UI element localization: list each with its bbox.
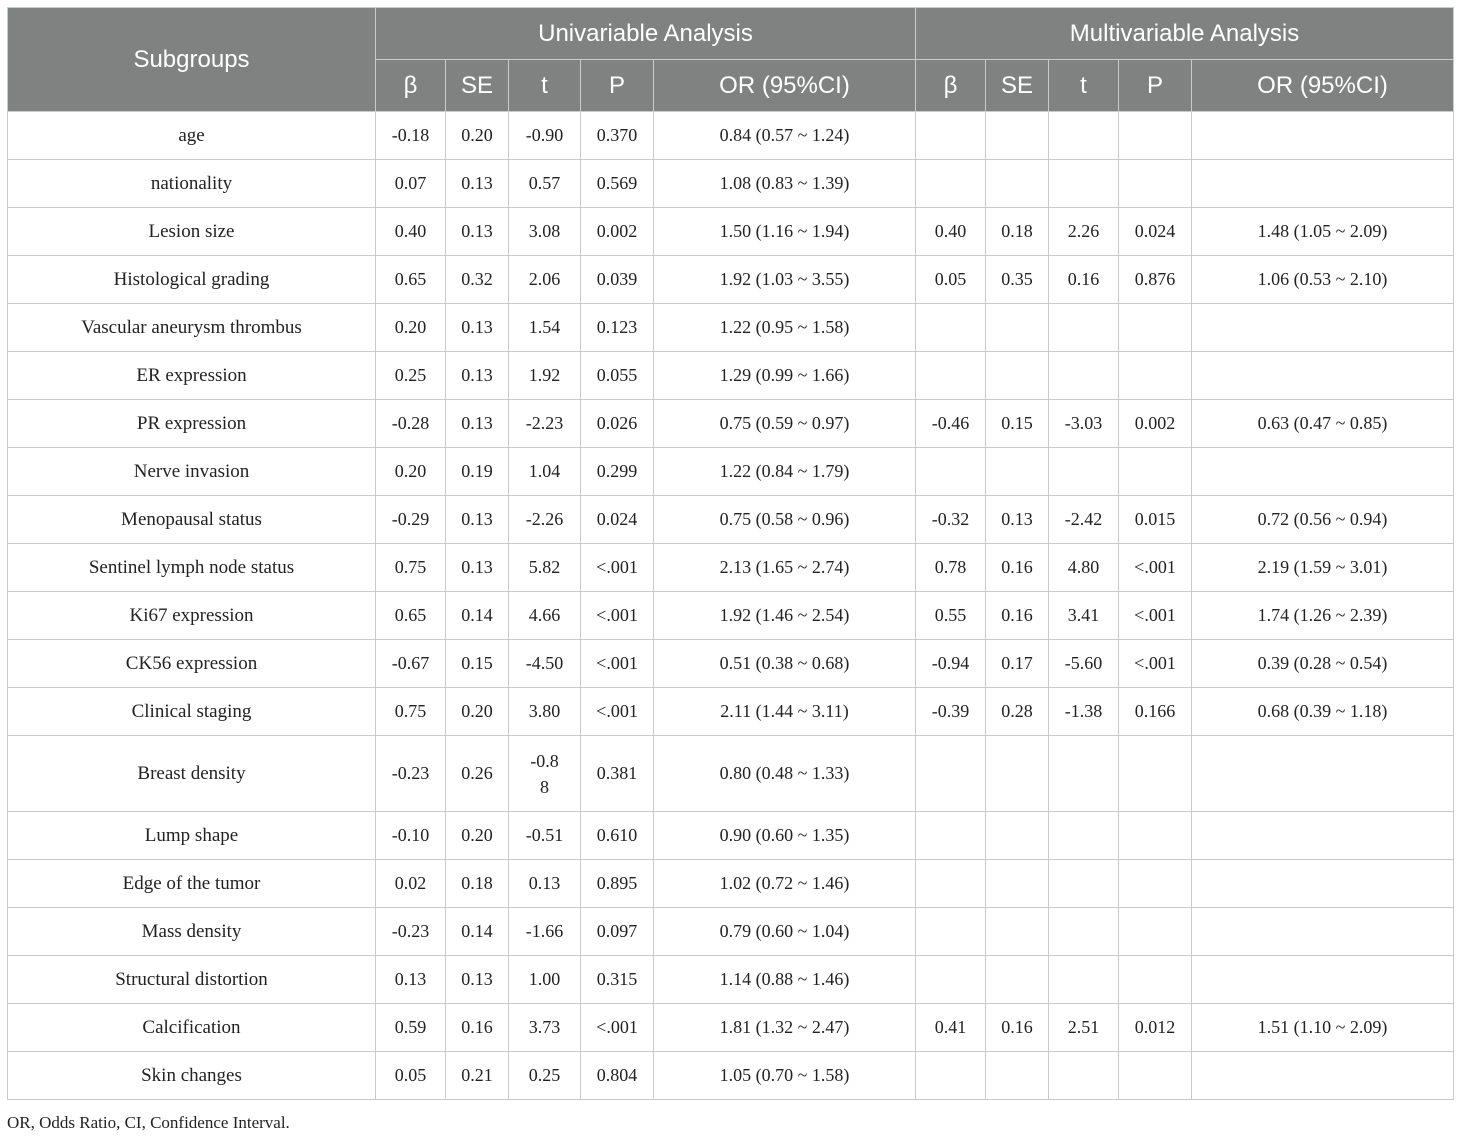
- multivariable-or-cell: [1192, 736, 1454, 812]
- table-row: [8, 592, 1454, 640]
- header-row-groups: [8, 8, 1454, 60]
- multivariable-p-cell: [1119, 1052, 1192, 1100]
- table-row: [8, 736, 1454, 812]
- univariable-t-cell: 3.73: [509, 1004, 581, 1052]
- univariable-p-cell: <.001: [581, 544, 654, 592]
- header-subgroups: Subgroups: [8, 8, 376, 112]
- univariable-p-cell: 0.315: [581, 956, 654, 1004]
- multivariable-p-cell: 0.166: [1119, 688, 1192, 736]
- subgroup-name: Calcification: [8, 1004, 376, 1052]
- subgroup-name: ER expression: [8, 352, 376, 400]
- multivariable-t-cell: -1.38: [1049, 688, 1119, 736]
- univariable-beta-cell: -0.10: [376, 812, 446, 860]
- univariable-beta-cell: 0.59: [376, 1004, 446, 1052]
- subgroup-name: Histological grading: [8, 256, 376, 304]
- univariable-p-cell: 0.381: [581, 736, 654, 812]
- univariable-se-cell: 0.32: [446, 256, 509, 304]
- subgroup-name: Sentinel lymph node status: [8, 544, 376, 592]
- univariable-or-cell: 1.02 (0.72 ~ 1.46): [654, 860, 916, 908]
- univariable-se-cell: 0.13: [446, 544, 509, 592]
- multivariable-or-cell: 1.74 (1.26 ~ 2.39): [1192, 592, 1454, 640]
- multivariable-beta-cell: [916, 112, 986, 160]
- univariable-or-cell: 1.22 (0.84 ~ 1.79): [654, 448, 916, 496]
- multivariable-beta-cell: 0.55: [916, 592, 986, 640]
- multivariable-or-cell: [1192, 160, 1454, 208]
- univariable-p-cell: <.001: [581, 688, 654, 736]
- univariable-beta-cell: 0.65: [376, 256, 446, 304]
- multivariable-t-cell: [1049, 860, 1119, 908]
- univariable-p-cell: 0.569: [581, 160, 654, 208]
- univariable-or-cell: 1.08 (0.83 ~ 1.39): [654, 160, 916, 208]
- univariable-p-cell: 0.026: [581, 400, 654, 448]
- univariable-t-cell: -1.66: [509, 908, 581, 956]
- univariable-t-cell: -0.90: [509, 112, 581, 160]
- subgroup-name: Skin changes: [8, 1052, 376, 1100]
- univariable-se-cell: 0.14: [446, 592, 509, 640]
- univariable-or-cell: 1.92 (1.46 ~ 2.54): [654, 592, 916, 640]
- multivariable-p-cell: [1119, 736, 1192, 812]
- multivariable-beta-cell: [916, 812, 986, 860]
- multivariable-t-cell: -2.42: [1049, 496, 1119, 544]
- univariable-se-cell: 0.14: [446, 908, 509, 956]
- multivariable-t-cell: 3.41: [1049, 592, 1119, 640]
- univariable-se-cell: 0.13: [446, 352, 509, 400]
- subgroup-name: Breast density: [8, 736, 376, 812]
- table-row: [8, 112, 1454, 160]
- multivariable-or-cell: 0.63 (0.47 ~ 0.85): [1192, 400, 1454, 448]
- univariable-t-cell: 5.82: [509, 544, 581, 592]
- subgroup-name: Ki67 expression: [8, 592, 376, 640]
- multivariable-beta-cell: [916, 908, 986, 956]
- multivariable-se-cell: [986, 160, 1049, 208]
- multivariable-se-cell: [986, 352, 1049, 400]
- multivariable-se-cell: 0.16: [986, 1004, 1049, 1052]
- subgroup-name: age: [8, 112, 376, 160]
- univariable-t-cell: 4.66: [509, 592, 581, 640]
- multivariable-t-cell: [1049, 1052, 1119, 1100]
- multivariable-p-cell: 0.024: [1119, 208, 1192, 256]
- univariable-or-cell: 0.51 (0.38 ~ 0.68): [654, 640, 916, 688]
- header-m-beta: β: [916, 60, 986, 112]
- multivariable-t-cell: [1049, 736, 1119, 812]
- table-row: [8, 304, 1454, 352]
- multivariable-p-cell: 0.015: [1119, 496, 1192, 544]
- multivariable-p-cell: [1119, 160, 1192, 208]
- results-table: [7, 7, 1454, 1100]
- univariable-beta-cell: 0.75: [376, 544, 446, 592]
- univariable-se-cell: 0.13: [446, 956, 509, 1004]
- multivariable-t-cell: [1049, 812, 1119, 860]
- multivariable-se-cell: [986, 448, 1049, 496]
- subgroup-name: CK56 expression: [8, 640, 376, 688]
- multivariable-se-cell: [986, 812, 1049, 860]
- univariable-or-cell: 0.75 (0.58 ~ 0.96): [654, 496, 916, 544]
- univariable-or-cell: 1.81 (1.32 ~ 2.47): [654, 1004, 916, 1052]
- univariable-p-cell: 0.123: [581, 304, 654, 352]
- univariable-beta-cell: -0.23: [376, 736, 446, 812]
- multivariable-beta-cell: [916, 448, 986, 496]
- multivariable-beta-cell: -0.94: [916, 640, 986, 688]
- multivariable-or-cell: [1192, 112, 1454, 160]
- univariable-p-cell: 0.055: [581, 352, 654, 400]
- univariable-p-cell: 0.097: [581, 908, 654, 956]
- multivariable-p-cell: <.001: [1119, 544, 1192, 592]
- wrapped-t-value: -0.88: [530, 750, 559, 797]
- header-univariable: Univariable Analysis: [376, 8, 916, 60]
- univariable-t-cell: 2.06: [509, 256, 581, 304]
- multivariable-or-cell: 1.06 (0.53 ~ 2.10): [1192, 256, 1454, 304]
- table-row: [8, 400, 1454, 448]
- multivariable-beta-cell: [916, 1052, 986, 1100]
- table-row: [8, 256, 1454, 304]
- univariable-se-cell: 0.18: [446, 860, 509, 908]
- subgroup-name: Mass density: [8, 908, 376, 956]
- univariable-t-cell: 1.00: [509, 956, 581, 1004]
- univariable-t-cell: 1.54: [509, 304, 581, 352]
- subgroup-name: Menopausal status: [8, 496, 376, 544]
- univariable-p-cell: 0.024: [581, 496, 654, 544]
- header-u-or: OR (95%CI): [654, 60, 916, 112]
- univariable-or-cell: 0.79 (0.60 ~ 1.04): [654, 908, 916, 956]
- multivariable-or-cell: 2.19 (1.59 ~ 3.01): [1192, 544, 1454, 592]
- multivariable-t-cell: 2.51: [1049, 1004, 1119, 1052]
- multivariable-p-cell: <.001: [1119, 640, 1192, 688]
- table-row: [8, 1004, 1454, 1052]
- univariable-t-cell: -2.26: [509, 496, 581, 544]
- multivariable-se-cell: [986, 304, 1049, 352]
- table-row: [8, 860, 1454, 908]
- univariable-beta-cell: 0.13: [376, 956, 446, 1004]
- subgroup-name: Vascular aneurysm thrombus: [8, 304, 376, 352]
- univariable-t-cell: 0.25: [509, 1052, 581, 1100]
- subgroup-name: nationality: [8, 160, 376, 208]
- subgroup-name: Lesion size: [8, 208, 376, 256]
- multivariable-or-cell: [1192, 304, 1454, 352]
- table-footnote: OR, Odds Ratio, CI, Confidence Interval.: [7, 1113, 290, 1132]
- header-m-se: SE: [986, 60, 1049, 112]
- multivariable-p-cell: [1119, 448, 1192, 496]
- univariable-p-cell: <.001: [581, 640, 654, 688]
- header-m-t: t: [1049, 60, 1119, 112]
- univariable-or-cell: 2.11 (1.44 ~ 3.11): [654, 688, 916, 736]
- univariable-or-cell: 0.90 (0.60 ~ 1.35): [654, 812, 916, 860]
- univariable-beta-cell: 0.20: [376, 448, 446, 496]
- univariable-se-cell: 0.26: [446, 736, 509, 812]
- multivariable-beta-cell: -0.39: [916, 688, 986, 736]
- multivariable-or-cell: [1192, 448, 1454, 496]
- univariable-se-cell: 0.19: [446, 448, 509, 496]
- multivariable-p-cell: 0.002: [1119, 400, 1192, 448]
- univariable-p-cell: <.001: [581, 592, 654, 640]
- subgroup-name: Nerve invasion: [8, 448, 376, 496]
- univariable-se-cell: 0.15: [446, 640, 509, 688]
- multivariable-p-cell: [1119, 860, 1192, 908]
- univariable-p-cell: 0.299: [581, 448, 654, 496]
- multivariable-p-cell: 0.012: [1119, 1004, 1192, 1052]
- multivariable-t-cell: [1049, 352, 1119, 400]
- univariable-or-cell: 1.05 (0.70 ~ 1.58): [654, 1052, 916, 1100]
- subgroup-name: Clinical staging: [8, 688, 376, 736]
- multivariable-se-cell: [986, 1052, 1049, 1100]
- header-multivariable: Multivariable Analysis: [916, 8, 1454, 60]
- multivariable-se-cell: 0.15: [986, 400, 1049, 448]
- multivariable-t-cell: [1049, 908, 1119, 956]
- multivariable-p-cell: [1119, 112, 1192, 160]
- univariable-or-cell: 1.50 (1.16 ~ 1.94): [654, 208, 916, 256]
- univariable-t-cell: -4.50: [509, 640, 581, 688]
- univariable-t-cell: 1.04: [509, 448, 581, 496]
- multivariable-or-cell: 1.48 (1.05 ~ 2.09): [1192, 208, 1454, 256]
- univariable-p-cell: 0.610: [581, 812, 654, 860]
- univariable-se-cell: 0.20: [446, 688, 509, 736]
- table-row: [8, 496, 1454, 544]
- multivariable-se-cell: [986, 860, 1049, 908]
- multivariable-beta-cell: [916, 352, 986, 400]
- univariable-beta-cell: 0.75: [376, 688, 446, 736]
- subgroup-name: Lump shape: [8, 812, 376, 860]
- univariable-or-cell: 1.92 (1.03 ~ 3.55): [654, 256, 916, 304]
- multivariable-t-cell: [1049, 956, 1119, 1004]
- univariable-p-cell: <.001: [581, 1004, 654, 1052]
- multivariable-or-cell: [1192, 352, 1454, 400]
- multivariable-t-cell: -3.03: [1049, 400, 1119, 448]
- univariable-or-cell: 1.14 (0.88 ~ 1.46): [654, 956, 916, 1004]
- univariable-beta-cell: 0.65: [376, 592, 446, 640]
- univariable-p-cell: 0.895: [581, 860, 654, 908]
- univariable-or-cell: 0.75 (0.59 ~ 0.97): [654, 400, 916, 448]
- multivariable-se-cell: 0.17: [986, 640, 1049, 688]
- multivariable-or-cell: [1192, 812, 1454, 860]
- table-row: [8, 908, 1454, 956]
- univariable-t-cell: 3.08: [509, 208, 581, 256]
- univariable-beta-cell: -0.67: [376, 640, 446, 688]
- table-body: [8, 112, 1454, 1100]
- univariable-beta-cell: -0.28: [376, 400, 446, 448]
- table-row: [8, 208, 1454, 256]
- multivariable-or-cell: 0.72 (0.56 ~ 0.94): [1192, 496, 1454, 544]
- univariable-t-cell: [509, 736, 581, 812]
- univariable-or-cell: 2.13 (1.65 ~ 2.74): [654, 544, 916, 592]
- header-m-p: P: [1119, 60, 1192, 112]
- multivariable-beta-cell: [916, 860, 986, 908]
- multivariable-se-cell: [986, 908, 1049, 956]
- multivariable-se-cell: 0.16: [986, 592, 1049, 640]
- table-row: [8, 544, 1454, 592]
- table-row: [8, 160, 1454, 208]
- univariable-beta-cell: 0.07: [376, 160, 446, 208]
- univariable-se-cell: 0.20: [446, 112, 509, 160]
- univariable-beta-cell: 0.40: [376, 208, 446, 256]
- univariable-se-cell: 0.13: [446, 160, 509, 208]
- multivariable-beta-cell: [916, 956, 986, 1004]
- univariable-beta-cell: -0.23: [376, 908, 446, 956]
- univariable-or-cell: 1.29 (0.99 ~ 1.66): [654, 352, 916, 400]
- table-row: [8, 812, 1454, 860]
- univariable-se-cell: 0.20: [446, 812, 509, 860]
- multivariable-p-cell: [1119, 812, 1192, 860]
- table-row: [8, 640, 1454, 688]
- subgroup-name: Edge of the tumor: [8, 860, 376, 908]
- multivariable-beta-cell: [916, 736, 986, 812]
- multivariable-t-cell: [1049, 448, 1119, 496]
- multivariable-or-cell: 1.51 (1.10 ~ 2.09): [1192, 1004, 1454, 1052]
- table-row: [8, 688, 1454, 736]
- multivariable-p-cell: [1119, 352, 1192, 400]
- univariable-or-cell: 1.22 (0.95 ~ 1.58): [654, 304, 916, 352]
- univariable-t-cell: 1.92: [509, 352, 581, 400]
- header-m-or: OR (95%CI): [1192, 60, 1454, 112]
- univariable-beta-cell: 0.25: [376, 352, 446, 400]
- multivariable-t-cell: [1049, 304, 1119, 352]
- multivariable-beta-cell: [916, 304, 986, 352]
- multivariable-se-cell: 0.35: [986, 256, 1049, 304]
- univariable-p-cell: 0.039: [581, 256, 654, 304]
- univariable-se-cell: 0.13: [446, 304, 509, 352]
- multivariable-se-cell: [986, 956, 1049, 1004]
- univariable-se-cell: 0.16: [446, 1004, 509, 1052]
- table-row: [8, 352, 1454, 400]
- univariable-se-cell: 0.13: [446, 208, 509, 256]
- results-table-container: [7, 7, 1453, 1100]
- multivariable-or-cell: [1192, 956, 1454, 1004]
- multivariable-se-cell: [986, 736, 1049, 812]
- univariable-p-cell: 0.002: [581, 208, 654, 256]
- multivariable-beta-cell: -0.46: [916, 400, 986, 448]
- subgroup-name: PR expression: [8, 400, 376, 448]
- multivariable-se-cell: 0.16: [986, 544, 1049, 592]
- multivariable-beta-cell: 0.78: [916, 544, 986, 592]
- univariable-or-cell: 0.80 (0.48 ~ 1.33): [654, 736, 916, 812]
- univariable-se-cell: 0.21: [446, 1052, 509, 1100]
- multivariable-se-cell: 0.18: [986, 208, 1049, 256]
- multivariable-se-cell: 0.28: [986, 688, 1049, 736]
- multivariable-beta-cell: [916, 160, 986, 208]
- table-row: [8, 448, 1454, 496]
- univariable-se-cell: 0.13: [446, 496, 509, 544]
- univariable-p-cell: 0.804: [581, 1052, 654, 1100]
- multivariable-or-cell: 0.39 (0.28 ~ 0.54): [1192, 640, 1454, 688]
- multivariable-or-cell: [1192, 908, 1454, 956]
- multivariable-p-cell: <.001: [1119, 592, 1192, 640]
- multivariable-p-cell: [1119, 956, 1192, 1004]
- table-row: [8, 956, 1454, 1004]
- header-u-se: SE: [446, 60, 509, 112]
- univariable-beta-cell: 0.02: [376, 860, 446, 908]
- univariable-t-cell: -0.51: [509, 812, 581, 860]
- table-row: [8, 1052, 1454, 1100]
- univariable-beta-cell: -0.18: [376, 112, 446, 160]
- header-u-p: P: [581, 60, 654, 112]
- multivariable-beta-cell: 0.41: [916, 1004, 986, 1052]
- multivariable-beta-cell: 0.40: [916, 208, 986, 256]
- multivariable-t-cell: [1049, 112, 1119, 160]
- univariable-t-cell: -2.23: [509, 400, 581, 448]
- univariable-beta-cell: 0.20: [376, 304, 446, 352]
- header-u-t: t: [509, 60, 581, 112]
- univariable-t-cell: 0.13: [509, 860, 581, 908]
- univariable-p-cell: 0.370: [581, 112, 654, 160]
- multivariable-t-cell: [1049, 160, 1119, 208]
- subgroup-name: Structural distortion: [8, 956, 376, 1004]
- multivariable-or-cell: 0.68 (0.39 ~ 1.18): [1192, 688, 1454, 736]
- multivariable-p-cell: 0.876: [1119, 256, 1192, 304]
- univariable-beta-cell: -0.29: [376, 496, 446, 544]
- multivariable-t-cell: 0.16: [1049, 256, 1119, 304]
- univariable-se-cell: 0.13: [446, 400, 509, 448]
- multivariable-p-cell: [1119, 908, 1192, 956]
- multivariable-or-cell: [1192, 860, 1454, 908]
- multivariable-se-cell: [986, 112, 1049, 160]
- multivariable-t-cell: 2.26: [1049, 208, 1119, 256]
- univariable-t-cell: 0.57: [509, 160, 581, 208]
- header-u-beta: β: [376, 60, 446, 112]
- multivariable-t-cell: -5.60: [1049, 640, 1119, 688]
- multivariable-t-cell: 4.80: [1049, 544, 1119, 592]
- multivariable-se-cell: 0.13: [986, 496, 1049, 544]
- univariable-or-cell: 0.84 (0.57 ~ 1.24): [654, 112, 916, 160]
- multivariable-p-cell: [1119, 304, 1192, 352]
- multivariable-or-cell: [1192, 1052, 1454, 1100]
- univariable-beta-cell: 0.05: [376, 1052, 446, 1100]
- multivariable-beta-cell: -0.32: [916, 496, 986, 544]
- multivariable-beta-cell: 0.05: [916, 256, 986, 304]
- univariable-t-cell: 3.80: [509, 688, 581, 736]
